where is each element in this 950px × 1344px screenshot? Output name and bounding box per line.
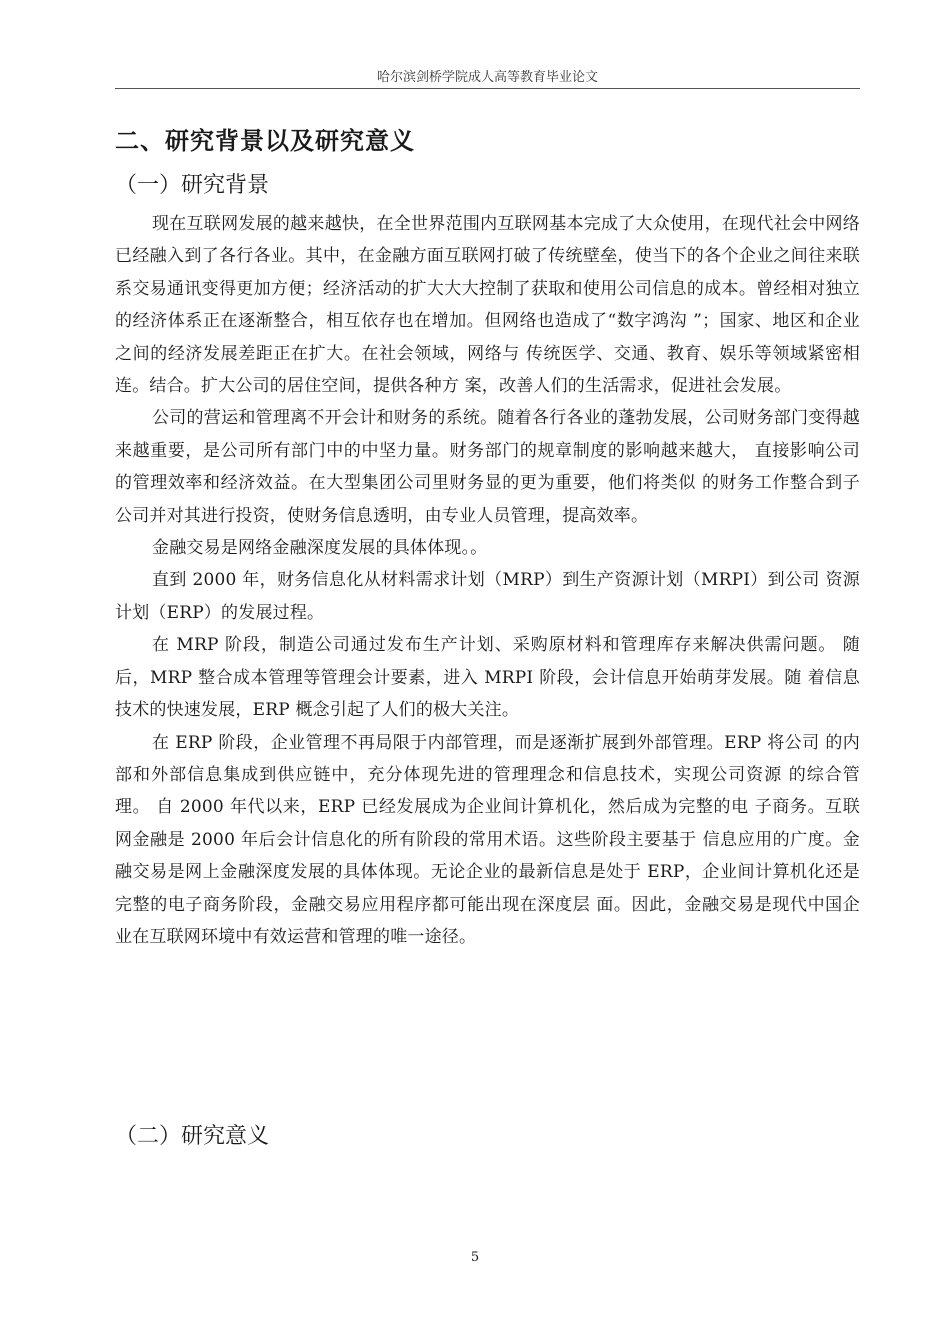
paragraph: 金融交易是网络金融深度发展的具体体现。。 (152, 538, 488, 559)
running-header: 哈尔滨剑桥学院成人高等教育毕业论文 (376, 70, 598, 85)
paragraph: 现在互联网发展的越来越快，在全世界范围内互联网基本完成了大众使用，在现代社会中网络已经融入到了各行各业。其中，在金融方面互联网打破了传统壁垒，使当下的各个企业之间往来联系交易通讯变得更加方便；经济活动的扩大大大控制了获取和使用公司信息的成本。曾经相对独立的经济体系正在逐渐整合，相互依存也在增加。但网络也造成了“数字鸿沟 ”；国家、地区和企业之间的经济发展差距正在扩大。在社会领域，网络与 传统医学、交通、教育、娱乐等领域紧密相连。结合。扩大公司的居住空间，提供各种方 案，改善人们的生活需求，促进社会发展。 (115, 214, 860, 397)
body-text (115, 208, 860, 953)
paragraph: 在 MRP 阶段，制造公司通过发布生产计划、采购原材料和管理库存来解决供需问题。 随后，MRP 整合成本管理等管理会计要素，进入 MRPI 阶段，会计信息开始萌芽发展。随 着信息技术的快速发展，ERP 概念引起了人们的极大关注。 (115, 635, 860, 721)
page-number: 5 (470, 1250, 480, 1265)
subsection-title-background: （一）研究背景 (115, 173, 270, 198)
header-divider (115, 88, 860, 89)
subsection-title-significance: （二）研究意义 (115, 1124, 270, 1149)
paragraph: 公司的营运和管理离不开会计和财务的系统。随着各行各业的蓬勃发展，公司财务部门变得越来越重要，是公司所有部门中的中坚力量。财务部门的规章制度的影响越来越大， 直接影响公司的管理效率和经济效益。在大型集团公司里财务显的更为重要，他们将类似 的财务工作整合到子公司并对其进行投资，使财务信息透明，由专业人员管理，提高效率。 (115, 408, 860, 526)
section-title: 二、研究背景以及研究意义 (115, 127, 415, 155)
paragraph: 直到 2000 年，财务信息化从材料需求计划（MRP）到生产资源计划（MRPI）到公司 资源计划（ERP）的发展过程。 (115, 570, 860, 623)
paragraph: 在 ERP 阶段，企业管理不再局限于内部管理，而是逐渐扩展到外部管理。ERP 将公司 的内部和外部信息集成到供应链中，充分体现先进的管理理念和信息技术，实现公司资源 的综合管理。 自 2000 年代以来，ERP 已经发展成为企业间计算机化，然后成为完整的电 子商务。互联网金融是 2000 年后会计信息化的所有阶段的常用术语。这些阶段主要基于 信息应用的广度。金融交易是网上金融深度发展的具体体现。无论企业的最新信息是处于 ERP，企业间计算机化还是完整的电子商务阶段，金融交易应用程序都可能出现在深度层 面。因此，金融交易是现代中国企业在互联网环境中有效运营和管理的唯一途径。 (115, 732, 860, 947)
